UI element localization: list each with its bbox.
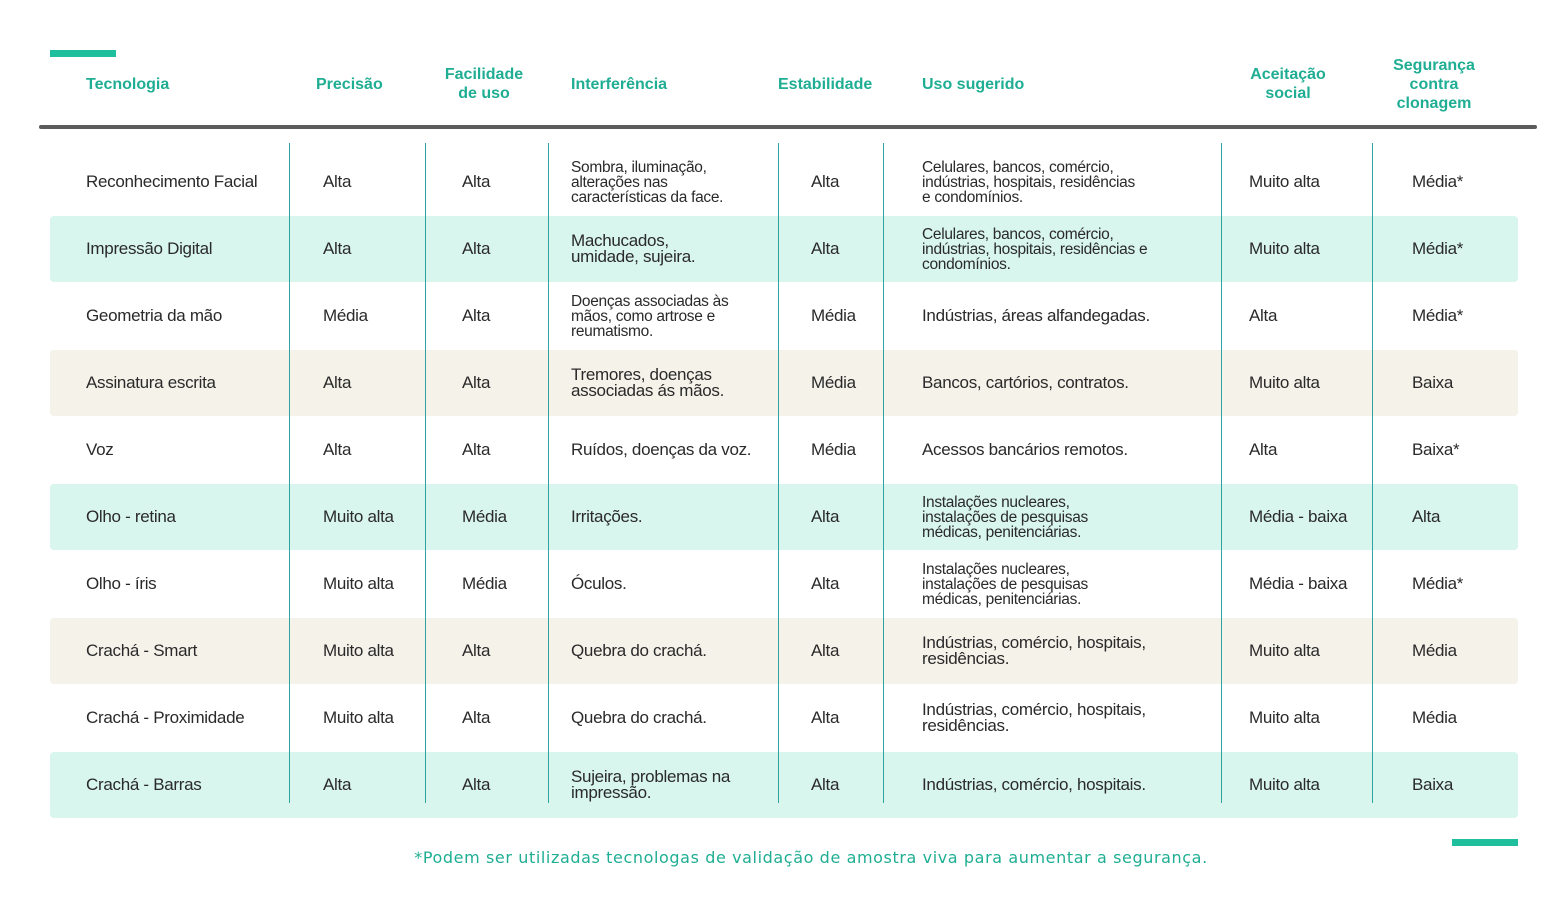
cell-facilidade: Alta [462,775,491,794]
cell-tecnologia: Crachá - Barras [86,775,202,794]
table-row [50,216,1518,282]
cell-precisao: Muito alta [323,641,394,660]
cell-aceitacao: Muito alta [1249,239,1320,258]
table-row [50,149,1518,215]
cell-interferencia: Sujeira, problemas na impressão. [571,767,731,802]
cell-tecnologia: Crachá - Smart [86,641,198,660]
cell-estabilidade: Alta [811,641,840,660]
cell-precisao: Alta [323,172,352,191]
column-divider [548,143,549,803]
cell-estabilidade: Média [811,373,856,392]
cell-seguranca: Média [1412,708,1457,727]
cell-interferencia: Quebra do crachá. [571,641,707,660]
cell-aceitacao: Muito alta [1249,172,1320,191]
cell-estabilidade: Média [811,306,856,325]
cell-precisao: Muito alta [323,507,394,526]
cell-uso-sugerido: Instalações nucleares, instalações de pesquisas médicas, penitenciárias. [922,560,1088,608]
table-row [50,618,1518,684]
header-rule [39,125,1537,129]
cell-uso-sugerido: Instalações nucleares, instalações de pesquisas médicas, penitenciárias. [922,493,1088,541]
cell-estabilidade: Alta [811,507,840,526]
cell-uso-sugerido: Indústrias, áreas alfandegadas. [922,306,1150,325]
cell-facilidade: Alta [462,373,491,392]
header-uso-sugerido: Uso sugerido [922,75,1025,93]
cell-precisao: Média [323,306,368,325]
footnote: *Podem ser utilizadas tecnologas de validação de amostra viva para aumentar a segurança. [414,848,1208,867]
cell-uso-sugerido: Celulares, bancos, comércio, indústrias, hospitais, residências e condomínios. [922,158,1135,206]
cell-tecnologia: Olho - íris [86,574,157,593]
cell-interferencia: Quebra do crachá. [571,708,707,727]
cell-precisao: Alta [323,440,352,459]
cell-estabilidade: Alta [811,574,840,593]
table-row [50,350,1518,416]
cell-uso-sugerido: Indústrias, comércio, hospitais. [922,775,1146,794]
header-facilidade: Facilidade de uso [444,66,524,102]
cell-interferencia: Irritações. [571,507,643,526]
column-divider [1221,143,1222,803]
cell-precisao: Alta [323,373,352,392]
table-row [50,685,1518,751]
table-row [50,283,1518,349]
cell-estabilidade: Média [811,440,856,459]
cell-aceitacao: Média - baixa [1249,507,1348,526]
cell-interferencia: Machucados, umidade, sujeira. [571,231,696,266]
table-row [50,417,1518,483]
cell-aceitacao: Muito alta [1249,708,1320,727]
cell-precisao: Muito alta [323,574,394,593]
cell-facilidade: Alta [462,641,491,660]
cell-seguranca: Média* [1412,574,1464,593]
cell-estabilidade: Alta [811,775,840,794]
cell-tecnologia: Geometria da mão [86,306,222,325]
header-estabilidade: Estabilidade [778,75,873,93]
cell-tecnologia: Crachá - Proximidade [86,708,245,727]
cell-tecnologia: Voz [86,440,114,459]
cell-estabilidade: Alta [811,239,840,258]
cell-facilidade: Alta [462,440,491,459]
header-tecnologia: Tecnologia [86,75,170,93]
cell-uso-sugerido: Indústrias, comércio, hospitais, residências. [922,700,1146,735]
cell-aceitacao: Muito alta [1249,641,1320,660]
cell-seguranca: Baixa [1412,775,1454,794]
cell-uso-sugerido: Indústrias, comércio, hospitais, residências. [922,633,1146,668]
cell-facilidade: Alta [462,172,491,191]
cell-precisao: Alta [323,239,352,258]
cell-seguranca: Média [1412,641,1457,660]
accent-bar-bottom [1452,839,1518,846]
cell-facilidade: Média [462,574,507,593]
column-divider [778,143,779,803]
header-seguranca: Segurança contra clonagem [1393,56,1475,112]
cell-tecnologia: Assinatura escrita [86,373,216,392]
cell-uso-sugerido: Acessos bancários remotos. [922,440,1128,459]
cell-uso-sugerido: Bancos, cartórios, contratos. [922,373,1129,392]
cell-estabilidade: Alta [811,172,840,191]
column-divider [1372,143,1373,803]
table-row [50,752,1518,818]
cell-uso-sugerido: Celulares, bancos, comércio, indústrias, hospitais, residências e condomínios. [922,225,1148,273]
table-row [50,484,1518,550]
column-divider [289,143,290,803]
cell-tecnologia: Reconhecimento Facial [86,172,258,191]
cell-aceitacao: Muito alta [1249,775,1320,794]
cell-interferencia: Óculos. [571,574,627,593]
cell-seguranca: Média* [1412,306,1464,325]
cell-seguranca: Baixa* [1412,440,1460,459]
header-aceitacao: Aceitação social [1250,66,1326,102]
cell-facilidade: Alta [462,708,491,727]
cell-tecnologia: Olho - retina [86,507,176,526]
table-header [0,44,1560,124]
cell-aceitacao: Alta [1249,306,1278,325]
cell-seguranca: Alta [1412,507,1441,526]
column-divider [883,143,884,803]
cell-interferencia: Ruídos, doenças da voz. [571,440,752,459]
cell-interferencia: Sombra, iluminação, alterações nas características da face. [571,158,724,206]
table-row [50,551,1518,617]
cell-seguranca: Média* [1412,239,1464,258]
cell-facilidade: Média [462,507,507,526]
cell-seguranca: Média* [1412,172,1464,191]
cell-aceitacao: Média - baixa [1249,574,1348,593]
cell-precisao: Alta [323,775,352,794]
cell-facilidade: Alta [462,306,491,325]
cell-interferencia: Doenças associadas às mãos, como artrose e reumatismo. [571,292,729,340]
cell-aceitacao: Muito alta [1249,373,1320,392]
cell-facilidade: Alta [462,239,491,258]
cell-precisao: Muito alta [323,708,394,727]
cell-estabilidade: Alta [811,708,840,727]
header-interferencia: Interferência [571,75,668,93]
header-precisao: Precisão [316,75,383,93]
cell-tecnologia: Impressão Digital [86,239,213,258]
cell-interferencia: Tremores, doenças associadas ás mãos. [571,365,725,400]
cell-seguranca: Baixa [1412,373,1454,392]
cell-aceitacao: Alta [1249,440,1278,459]
column-divider [425,143,426,803]
